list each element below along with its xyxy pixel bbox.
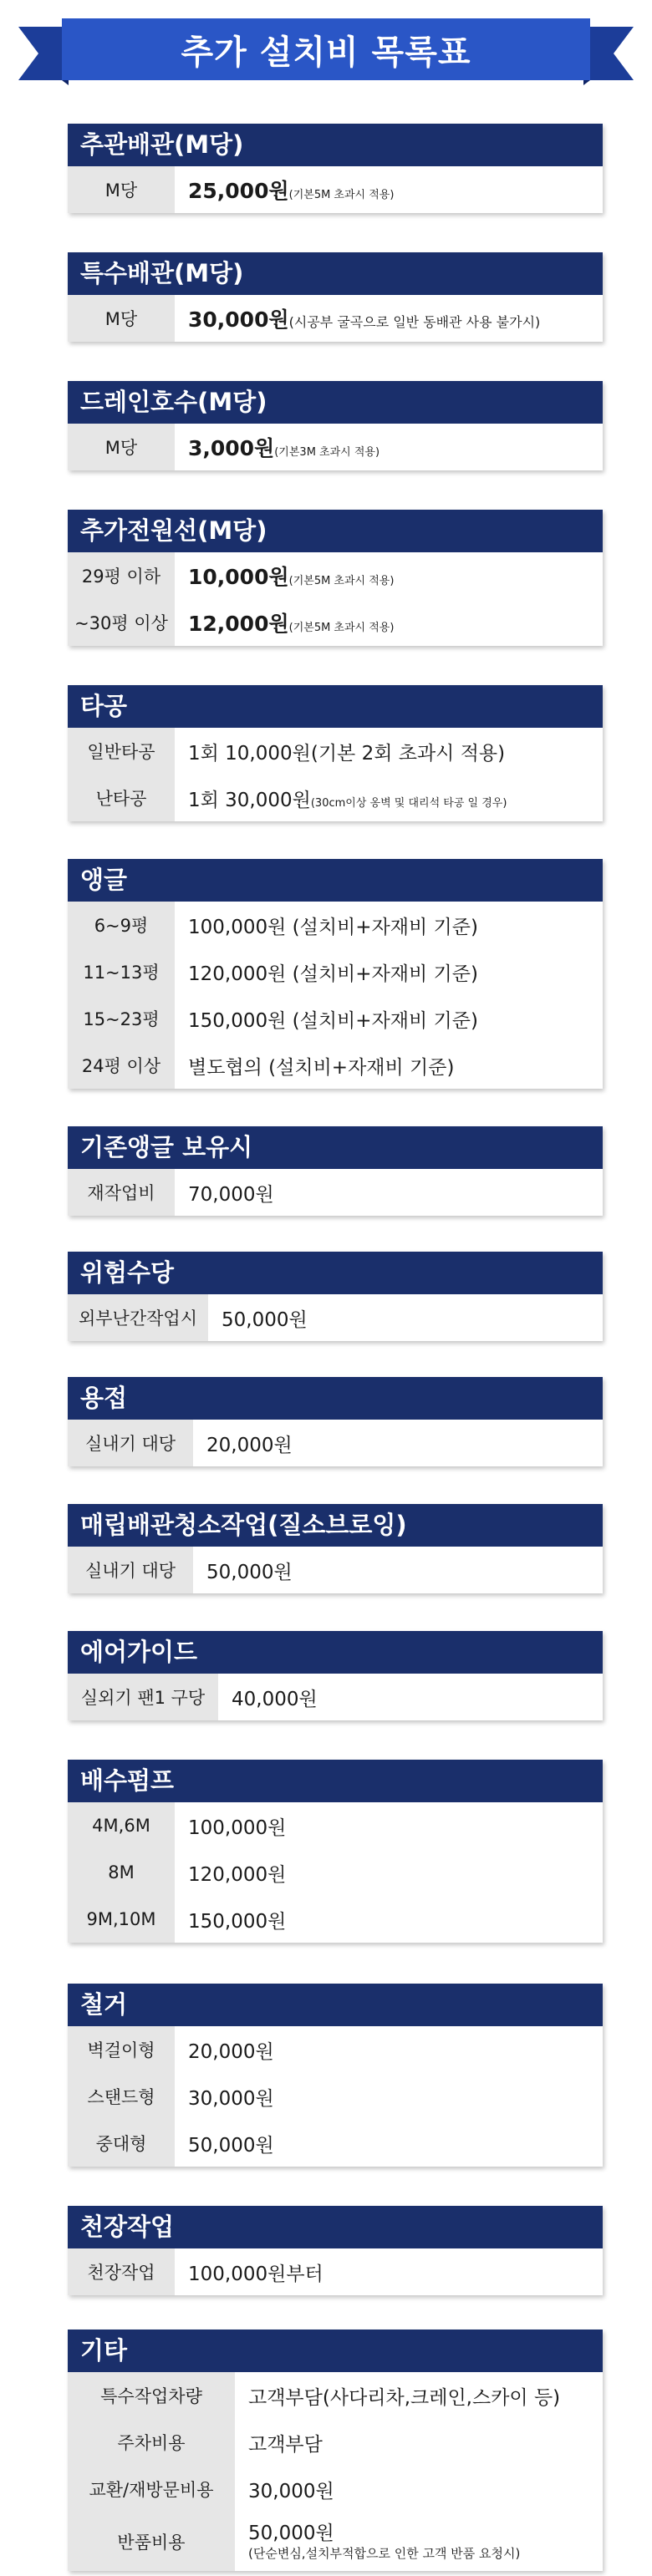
row-label: 4M,6M bbox=[68, 1802, 175, 1849]
row-value: 120,000원 bbox=[188, 1863, 287, 1886]
row-label: 9M,10M bbox=[68, 1896, 175, 1943]
row-value: 50,000원 bbox=[188, 2134, 274, 2157]
row-label: 실외기 팬1 구당 bbox=[68, 1674, 218, 1720]
price-row bbox=[68, 2120, 603, 2167]
row-label: 8M bbox=[68, 1849, 175, 1896]
row-label: 일반타공 bbox=[68, 728, 175, 775]
row-value: 100,000원 bbox=[188, 1816, 287, 1839]
price-row bbox=[68, 1674, 603, 1720]
section-pipe-extension bbox=[68, 124, 603, 213]
price-text: 50,000원 bbox=[248, 2523, 334, 2545]
row-label: 외부난간작업시 bbox=[68, 1294, 208, 1341]
row-label: 스탠드형 bbox=[68, 2073, 175, 2120]
section-removal bbox=[68, 1984, 603, 2167]
row-value: 1회 10,000원(기본 2회 초과시 적용) bbox=[188, 742, 506, 765]
row-label: ~30평 이상 bbox=[68, 599, 175, 646]
section-welding bbox=[68, 1377, 603, 1466]
price-text: 12,000원 bbox=[188, 612, 289, 636]
price-text: 30,000원 bbox=[188, 307, 289, 332]
price-row bbox=[68, 1849, 603, 1896]
row-label: 중대형 bbox=[68, 2120, 175, 2167]
note-text: (시공부 굴곡으로 일반 동배관 사용 불가시) bbox=[288, 314, 541, 330]
price-row bbox=[68, 948, 603, 995]
row-value: 40,000원 bbox=[232, 1688, 318, 1710]
row-label: 재작업비 bbox=[68, 1169, 175, 1216]
price-row bbox=[68, 166, 603, 213]
row-value bbox=[175, 432, 379, 462]
section-angle bbox=[68, 859, 603, 1089]
row-label: 난타공 bbox=[68, 775, 175, 821]
price-row bbox=[68, 775, 603, 821]
price-row bbox=[68, 295, 603, 342]
section-title: 앵글 bbox=[68, 859, 603, 902]
section-hazard-pay bbox=[68, 1252, 603, 1341]
section-existing-angle bbox=[68, 1126, 603, 1216]
row-label: 특수작업차량 bbox=[68, 2372, 235, 2419]
price-row bbox=[68, 2248, 603, 2295]
price-row bbox=[68, 1802, 603, 1849]
section-ceiling-work bbox=[68, 2206, 603, 2295]
row-value bbox=[175, 303, 540, 333]
section-drain-hose bbox=[68, 381, 603, 470]
price-row bbox=[68, 2512, 603, 2571]
row-label: M당 bbox=[68, 424, 175, 470]
page-title: 추가 설치비 목록표 bbox=[181, 33, 471, 72]
row-label: 실내기 대당 bbox=[68, 1547, 193, 1593]
row-label: 천장작업 bbox=[68, 2248, 175, 2295]
section-title: 추관배관(M당) bbox=[68, 124, 603, 166]
note-text: (기본5M 초과시 적용) bbox=[288, 622, 395, 634]
price-row bbox=[68, 2372, 603, 2419]
row-label: 교환/재방문비용 bbox=[68, 2466, 235, 2512]
row-value: 별도협의 (설치비+자재비 기준) bbox=[188, 1056, 455, 1079]
price-row bbox=[68, 2419, 603, 2466]
row-value: 100,000원부터 bbox=[188, 2263, 323, 2285]
row-label: 29평 이하 bbox=[68, 552, 175, 599]
row-value: 150,000원 (설치비+자재비 기준) bbox=[188, 1009, 478, 1032]
row-label: 실내기 대당 bbox=[68, 1420, 193, 1466]
row-value: 100,000원 (설치비+자재비 기준) bbox=[188, 916, 478, 938]
row-value: 20,000원 bbox=[206, 1434, 293, 1456]
section-title: 추가전원선(M당) bbox=[68, 510, 603, 552]
price-row bbox=[68, 1294, 603, 1341]
section-title: 배수펌프 bbox=[68, 1760, 603, 1802]
section-title: 위험수당 bbox=[68, 1252, 603, 1294]
note-text: (기본3M 초과시 적용) bbox=[274, 446, 380, 459]
note-text: (단순변심,설치부적합으로 인한 고객 반품 요청시) bbox=[248, 2546, 521, 2561]
row-value: 50,000원 bbox=[206, 1561, 293, 1583]
row-value bbox=[175, 175, 394, 205]
row-label: 24평 이상 bbox=[68, 1042, 175, 1089]
price-row bbox=[68, 995, 603, 1042]
row-value: 120,000원 (설치비+자재비 기준) bbox=[188, 963, 478, 985]
price-row bbox=[68, 728, 603, 775]
note-text: (30cm이상 옹벽 및 대리석 타공 일 경우) bbox=[310, 796, 507, 810]
price-row bbox=[68, 1042, 603, 1089]
row-value: 고객부담(사다리차,크레인,스카이 등) bbox=[248, 2386, 561, 2409]
row-label: 6~9평 bbox=[68, 902, 175, 948]
row-label: 15~23평 bbox=[68, 995, 175, 1042]
row-label: M당 bbox=[68, 295, 175, 342]
row-label: 11~13평 bbox=[68, 948, 175, 995]
section-air-guide bbox=[68, 1631, 603, 1720]
section-power-cable bbox=[68, 510, 603, 646]
row-value: 70,000원 bbox=[188, 1183, 274, 1206]
row-value bbox=[175, 785, 507, 812]
section-special-pipe bbox=[68, 252, 603, 342]
row-label: 반품비용 bbox=[68, 2512, 235, 2571]
row-value: 50,000원 bbox=[222, 1308, 308, 1331]
row-value bbox=[175, 561, 394, 591]
section-title: 에어가이드 bbox=[68, 1631, 603, 1674]
row-label: 벽걸이형 bbox=[68, 2026, 175, 2073]
row-label: M당 bbox=[68, 166, 175, 213]
section-title: 천장작업 bbox=[68, 2206, 603, 2248]
section-title: 기타 bbox=[68, 2330, 603, 2372]
price-row bbox=[68, 1169, 603, 1216]
price-text: 3,000원 bbox=[188, 436, 275, 460]
price-row bbox=[68, 1547, 603, 1593]
price-text: 10,000원 bbox=[188, 565, 289, 589]
section-title: 매립배관청소작업(질소브로잉) bbox=[68, 1504, 603, 1547]
price-text: 25,000원 bbox=[188, 179, 289, 203]
section-title: 용접 bbox=[68, 1377, 603, 1420]
section-etc bbox=[68, 2330, 603, 2571]
row-value: 30,000원 bbox=[248, 2480, 334, 2502]
price-row bbox=[68, 2466, 603, 2512]
note-text: (기본5M 초과시 적용) bbox=[288, 189, 395, 201]
price-row bbox=[68, 2073, 603, 2120]
price-row bbox=[68, 1896, 603, 1943]
row-value bbox=[175, 607, 394, 638]
price-row bbox=[68, 552, 603, 599]
price-row bbox=[68, 599, 603, 646]
section-buried-pipe-cleaning bbox=[68, 1504, 603, 1593]
row-value: 30,000원 bbox=[188, 2087, 274, 2110]
section-drain-pump bbox=[68, 1760, 603, 1943]
section-drilling bbox=[68, 685, 603, 821]
price-row bbox=[68, 902, 603, 948]
price-row bbox=[68, 424, 603, 470]
section-title: 특수배관(M당) bbox=[68, 252, 603, 295]
price-row bbox=[68, 1420, 603, 1466]
row-value bbox=[235, 2522, 520, 2562]
price-row bbox=[68, 2026, 603, 2073]
section-title: 기존앵글 보유시 bbox=[68, 1126, 603, 1169]
section-title: 드레인호수(M당) bbox=[68, 381, 603, 424]
note-text: (기본5M 초과시 적용) bbox=[288, 575, 395, 587]
row-value: 20,000원 bbox=[188, 2040, 274, 2063]
section-title: 타공 bbox=[68, 685, 603, 728]
title-banner bbox=[18, 18, 634, 85]
row-label: 주차비용 bbox=[68, 2419, 235, 2466]
price-text: 1회 30,000원 bbox=[188, 789, 311, 811]
section-title: 철거 bbox=[68, 1984, 603, 2026]
row-value: 150,000원 bbox=[188, 1910, 287, 1933]
row-value: 고객부담 bbox=[248, 2433, 323, 2456]
